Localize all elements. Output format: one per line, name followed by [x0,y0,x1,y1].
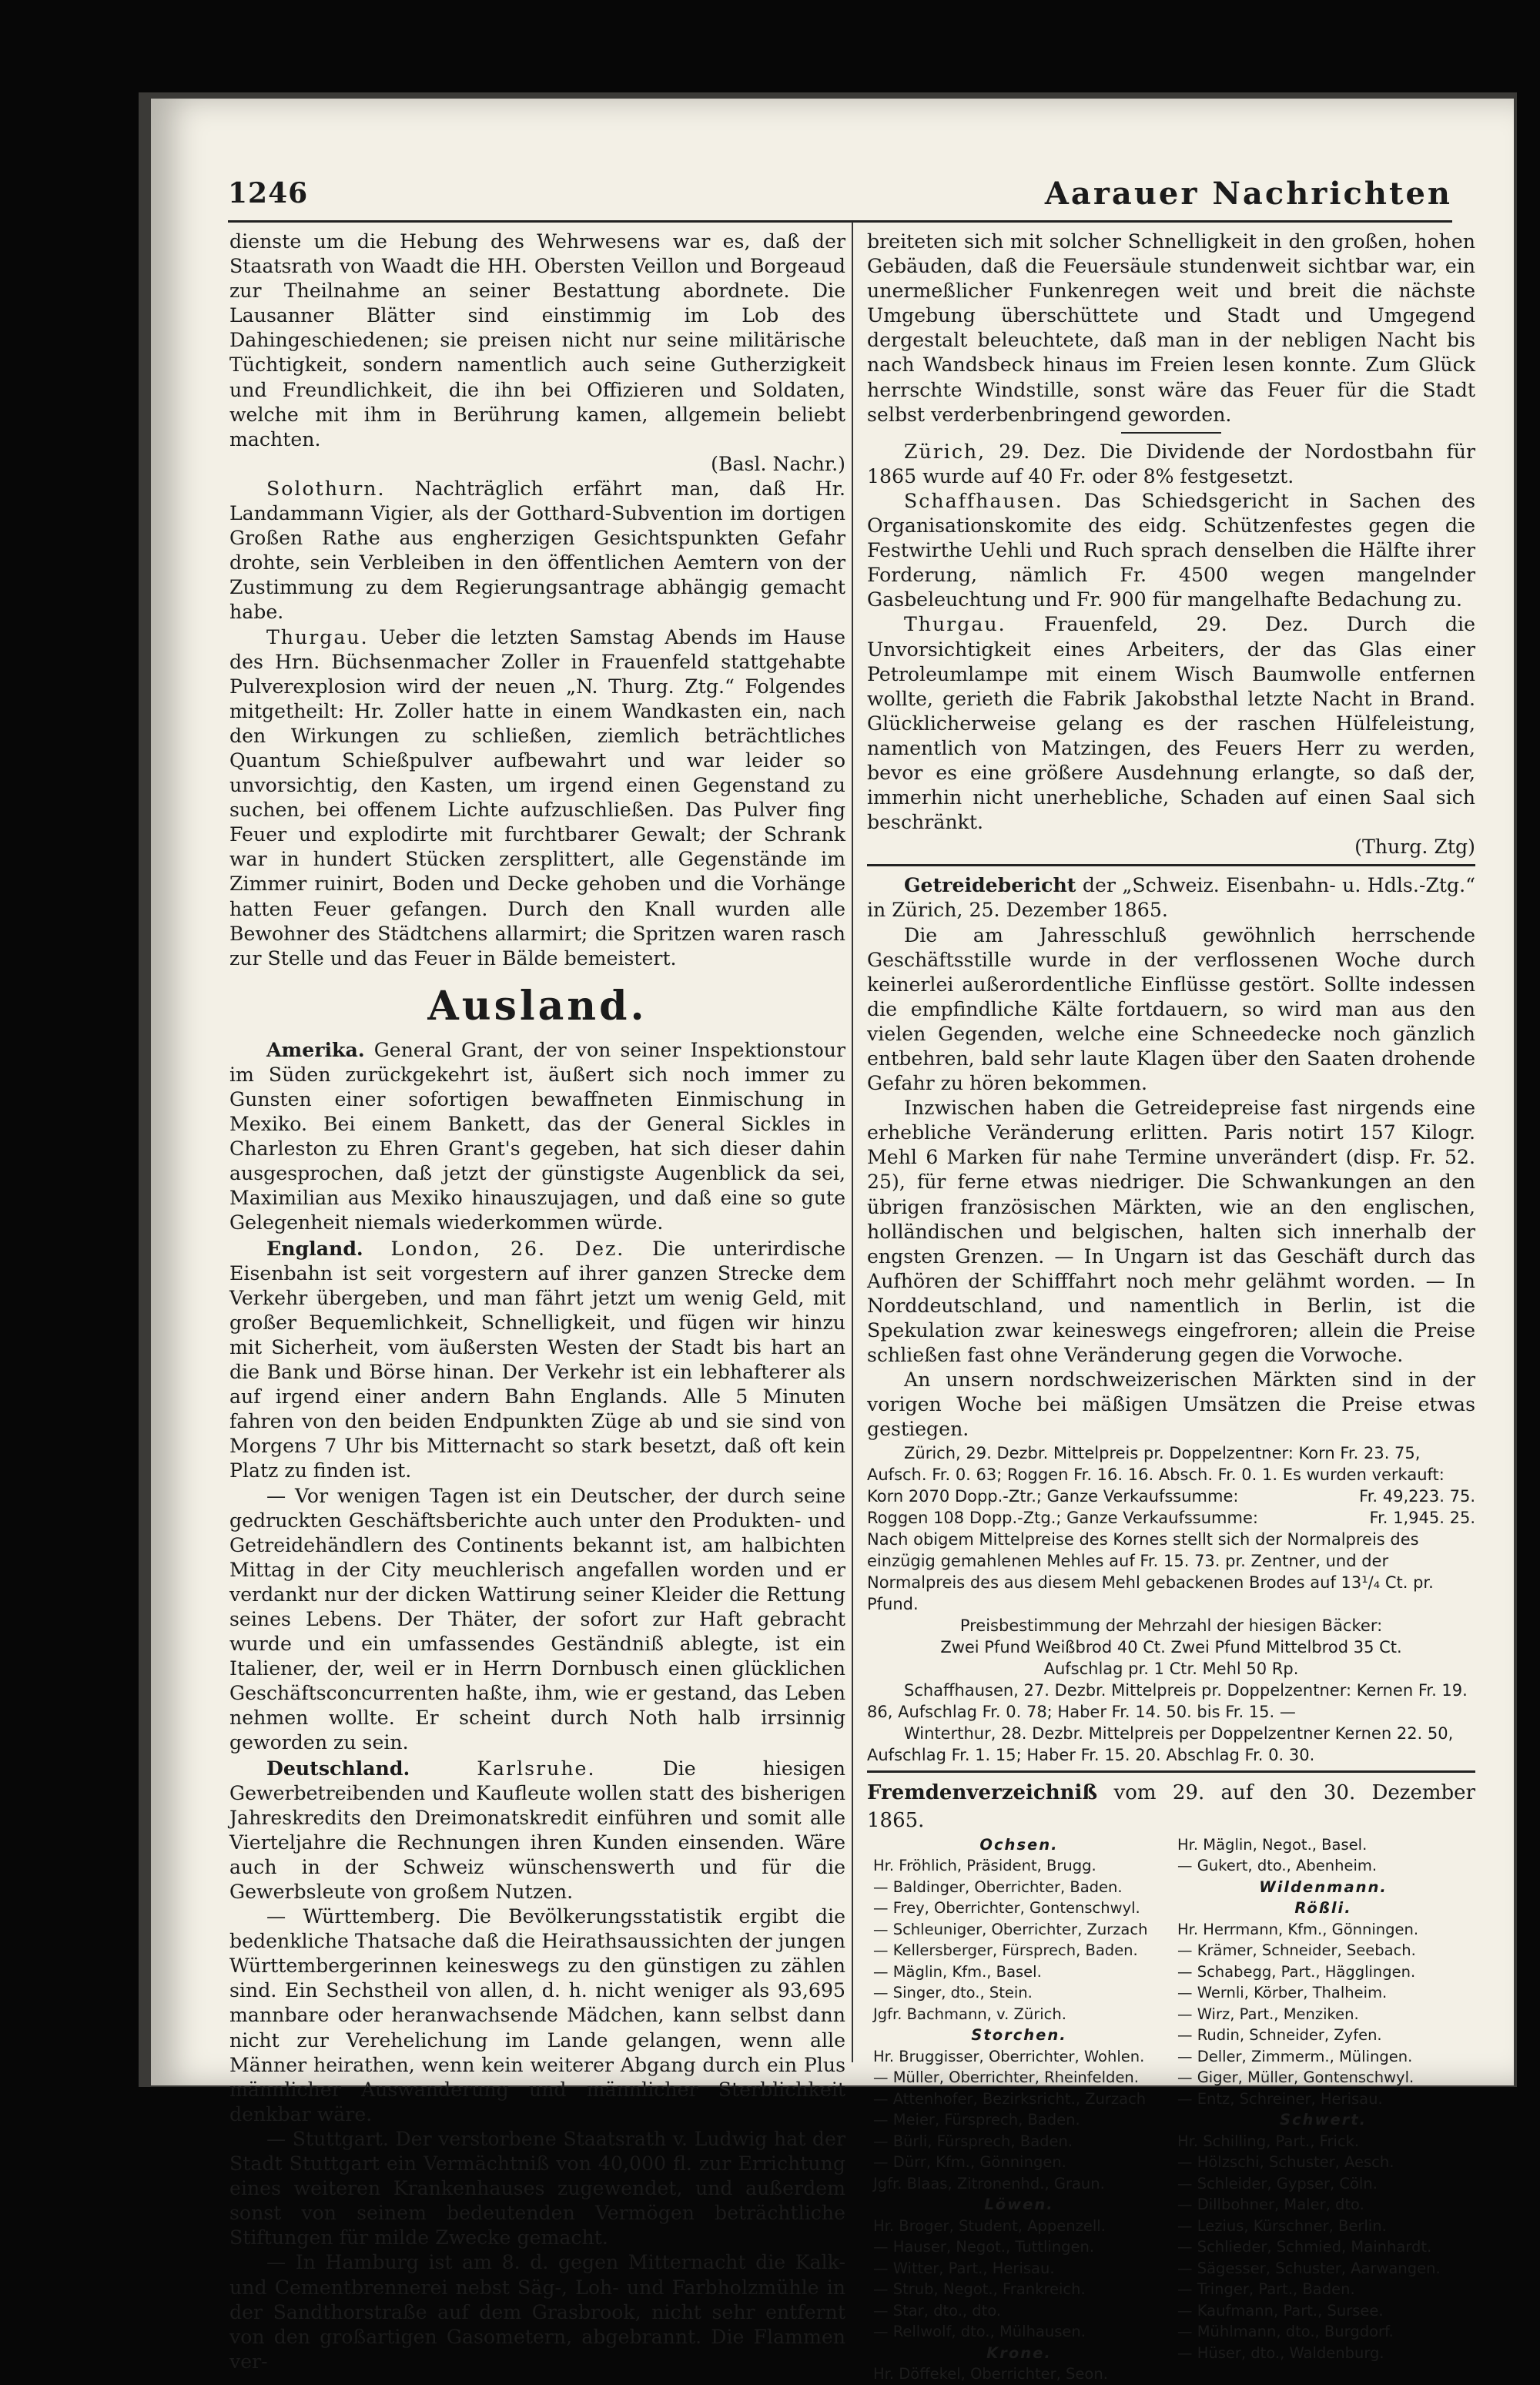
hotel-name: Rößli. [1294,1899,1352,1917]
article-hamburg-continued: breiteten sich mit solcher Schnelligkeit in den großen, hohen Gebäuden, daß die Feuersäule stundenweit sichtbar war, ein unermeßlicher Funkenregen weit und breit die nächste Umgebung überschüttete und Stadt und Umgegend dergestalt beleuchtete, daß man in der nebligen Nacht bis nach Wandsbeck hinaus im Freien lesen konnte. Zum Glück herrschte Windstille, sonst wäre das Feuer für die Stadt selbst verderbenbringend geworden. [867,230,1475,426]
guest-entry: — Krämer, Schneider, Seebach. [1177,1941,1416,1959]
fremdenverzeichnis-title: Fremdenverzeichniß [867,1780,1098,1804]
guest-entry: — Dillbohner, Maler, dto. [1177,2196,1364,2213]
guest-entry: — Kellersberger, Fürsprech, Baden. [873,1941,1138,1959]
article-england-attack: — Vor wenigen Tagen ist ein Deutscher, der durch seine gedruckten Geschäftsberichte auch unter den Produkten- und Getreidehändlern des Continents bekannt ist, am halbichten Mittag in der City meuchlerisch angefallen worden und er verdankt nur der dicken Wattirung seiner Kleider die Rettung seines Lebens. Der Thäter, der sofort zur Haft gebracht wurde und ein umfassendes Geständniß ablegte, ist ein Italiener, der, weil er in Herrn Dornbusch einen glücklichen Geschäftsconcurrenten haßte, ihm, wie er gestand, das Leben nehmen wollte. Er scheint durch Noth halb irrsinnig geworden zu sein. [229,1484,845,1754]
guest-entry: — Hauser, Negot., Tuttlingen. [873,2238,1095,2256]
guest-entry: — Sägesser, Schuster, Aarwangen. [1177,2259,1441,2277]
baecker-line-2: Aufschlag pr. 1 Ctr. Mehl 50 Rp. [1043,1659,1299,1678]
guest-entry: Hr. Bruggisser, Oberrichter, Wohlen. [873,2047,1145,2065]
guest-entry: Hr. Broger, Student, Appenzell. [873,2216,1106,2235]
article-deutschland: Deutschland. Karlsruhe. Die hiesigen Gewerbetreibenden und Kaufleute wollen statt des bisherigen Jahreskredits den Dreimonatskredit einführen und somit alle Vierteljahre die Rechnungen ihren Kunden einsenden. Wäre auch in der Schweiz wünschenswerth und für die Gewerbsleute von großem Nutzen. [229,1756,846,1903]
country-amerika: Amerika. [266,1037,365,1061]
article-wuerttemberg: — Württemberg. Die Bevölkerungsstatistik ergibt die bedenkliche Thatsache daß die Heirathsaussichten der jungen Württembergerinnen keineswegs zu den günstigen zu zählen sind. Ein Sechstheil von allen, d. h. nicht weniger als 93,695 mannbare oder heranwachsende Mädchen, kann selbst dann nicht zur Verehelichung im Lande gelangen, wenn alle Männer heirathen, wenn kein weiterer Abgang durch ein Plus männlicher Auswanderung und männlicher Sterblichkeit denkbar wäre. [229,1905,845,2125]
article-stuttgart: — Stuttgart. Der verstorbene Staatsrath v. Ludwig hat der Stadt Stuttgart ein Vermächtniß von 40,000 fl. zur Errichtung eines weiteren Krankenhauses zugewendet, und außerdem sonst von seinem bedeutenden Vermögen beträchtliche Stiftungen für milde Zwecke gemacht. [229,2127,845,2249]
guest-entry: — Mühlmann, dto., Burgdorf. [1177,2323,1394,2340]
dateline-solothurn: Solothurn. [266,477,386,500]
dateline-schaffhausen: Schaffhausen. [904,489,1063,512]
guest-entry: — Baldinger, Oberrichter, Baden. [873,1878,1123,1896]
separator-rule-fremden [867,1770,1475,1773]
country-england: England. [266,1236,363,1260]
guest-entry: Jgfr. Blaas, Zitronenhd., Graun. [873,2174,1105,2192]
guest-entry: — Tringer, Part., Baden. [1177,2280,1355,2298]
guest-entry: Hr. Döffekel, Oberrichter, Seon. [873,2365,1108,2383]
guest-entry: Hr. Schilling, Part., Frick. [1177,2132,1360,2150]
guest-entry: — Bürli, Fürsprech, Baden. [873,2132,1073,2150]
separator-rule [1121,432,1221,434]
guest-entry: — Müller, Oberrichter, Rheinfelden. [873,2068,1139,2086]
newspaper-page [151,99,1514,2383]
source-basl-nachr: (Basl. Nachr.) [711,452,845,475]
left-column [229,229,846,2373]
hotel-name: Krone. [986,2343,1052,2362]
guest-entry: — Giger, Müller, Gontenschwyl. [1177,2068,1414,2086]
guest-entry: — Schlieder, Schmied, Mainhardt. [1177,2238,1432,2256]
guest-entry: — Attenhofer, Bezirksricht., Zurzach [873,2089,1147,2108]
guest-entry: — Meier, Fürsprech, Baden. [873,2111,1080,2129]
guest-entry: — Gukert, dto., Abenheim. [1177,1857,1378,1874]
guest-entry: — Rudin, Schneider, Zyfen. [1177,2026,1382,2044]
guest-entry: — Witter, Part., Herisau. [873,2259,1055,2277]
guest-list-right [1171,1834,1475,2385]
market-prices [867,1442,1475,1766]
getreidebericht-paragraph-3: An unsern nordschweizerischen Märkten sind in der vorigen Woche bei mäßigen Umsätzen die Preise etwas gestiegen. [867,1368,1475,1441]
dateline-thurgau: Thurgau. [266,625,369,648]
article-zurich-dividend: Zürich, 29. Dez. Die Dividende der Nordostbahn für 1865 wurde auf 40 Fr. oder 8% festgesetzt. [867,440,1475,487]
guest-entry: — Frey, Oberrichter, Gontenschwyl. [873,1899,1140,1917]
hotel-name: Storchen. [971,2026,1067,2044]
getreidebericht-title: Getreidebericht [904,873,1076,897]
market-zurich: Zürich, 29. Dezbr. Mittelpreis pr. Doppelzentner: Korn Fr. 23. 75, Aufsch. Fr. 0. 63; Roggen Fr. 16. 16. Absch. Fr. 0. 1. Es wurden verkauft: [867,1443,1445,1484]
fremdenverzeichnis-heading: Fremdenverzeichniß vom 29. auf den 30. Dezember 1865. [867,1780,1476,1832]
dateline-zurich: Zürich, [904,440,986,463]
section-heading-ausland: Ausland. [427,982,648,1030]
guest-entry: — Wirz, Part., Menziken. [1177,2005,1359,2023]
getreidebericht-paragraph-1: Die am Jahresschluß gewöhnlich herrschende Geschäftsstille wurde in der verflossenen Woche durch keinerlei außerordentliche Einflüsse gestört. Sollte indessen die empfindliche Kälte fortdauern, so wird man aus den vielen Gegenden, welche eine Schneedecke noch gänzlich entbehren, bald sehr laute Klagen über den Saaten drohende Gefahr zu hören bekommen. [867,923,1475,1095]
guest-entry: — Strub, Negot., Frankreich. [873,2280,1086,2298]
guest-entry: — Lezius, Kürschner, Berlin. [1177,2216,1387,2235]
guest-entry: — Schleider, Gypser, Cöln. [1177,2174,1378,2192]
hotel-name: Löwen. [984,2196,1054,2213]
country-deutschland: Deutschland. [266,1756,410,1780]
market-normalpreis: Nach obigem Mittelpreise des Kornes stellt sich der Normalpreis des einzügig gemahlenen Mehles auf Fr. 15. 73. pr. Zentner, und der Normalpreis des aus diesem Mehl gebackenen Brodes auf 13¹/₄ Ct. pr. Pfund. [867,1529,1434,1613]
header-rule [228,220,1452,223]
guest-entry: — Entz, Schreiner, Herisau. [1177,2089,1383,2108]
article-waadt: dienste um die Hebung des Wehrwesens war es, daß der Staatsrath von Waadt die HH. Obersten Veillon und Borgeaud zur Theilnahme an seiner Bestattung abordnete. Die Lausanner Blätter sind einstimmig im Lob des Dahingeschiedenen; sie preisen nicht nur seine militärische Tüchtigkeit, sondern namentlich auch seine Gutherzigkeit und Freundlichkeit, die ihn bei Offizieren und Soldaten, welche mit ihm in Berührung kamen, allgemein beliebt machten. (Basl. Nachr.) [229,229,845,477]
market-row-korn: Korn 2070 Dopp.-Ztr.; Ganze Verkaufssumme: Fr. 49,223. 75. [867,1486,1475,1506]
guest-entry: Hr. Fröhlich, Präsident, Brugg. [873,1857,1096,1874]
page-number: 1246 [228,177,309,209]
guest-entry: — Kaufmann, Part., Sursee. [1177,2301,1384,2320]
page-header [228,176,1452,222]
hotel-name: Wildenmann. [1259,1878,1388,1896]
guest-entry: — Star, dto., dto. [873,2301,1002,2320]
article-amerika: Amerika. General Grant, der von seiner Inspektionstour im Süden zurückgekehrt ist, äußert sich noch immer zu Gunsten einer sofortigen bewaffneten Einmischung in Mexiko. Bei einem Bankett, das der General Sickles in Charleston zu Ehren Grant's gegeben, hat sich dieser dahin ausgesprochen, daß jetzt der günstigste Augenblick da sei, Maximilian aus Mexiko hinauszujagen, und daß eine so gute Gelegenheit niemals wiederkommen würde. [229,1037,845,1234]
guest-entry: — Hölzschi, Schuster, Aesch. [1177,2153,1394,2171]
right-column [867,229,1476,2383]
guest-list-left [867,1834,1171,2385]
guest-entry: — Schleuniger, Oberrichter, Zurzach [873,1920,1148,1938]
guest-entry: — Schabegg, Part., Hägglingen. [1177,1962,1416,1981]
guest-entry: — Singer, dto., Stein. [873,1984,1033,2001]
hotel-name: Ochsen. [979,1835,1059,1854]
guest-entry: Hr. Herrmann, Kfm., Gönningen. [1177,1920,1419,1938]
baecker-title: Preisbestimmung der Mehrzahl der hiesigen Bäcker: [959,1616,1383,1635]
article-thurgau-explosion: Thurgau. Ueber die letzten Samstag Abends im Hause des Hrn. Büchsenmacher Zoller in Frauenfeld stattgehabte Pulverexplosion wird der neuen „N. Thurg. Ztg.“ Folgendes mitgetheilt: Hr. Zoller hatte in einem Wandkasten ein, nach den Wirkungen zu schließen, ziemlich beträchtliches Quantum Schießpulver aufbewahrt und war leider so unvorsichtig, den Kasten, um irgend einen Gegenstand zu suchen, bei offenem Lichte aufzuschließen. Das Pulver fing Feuer und explodirte mit furchtbarer Gewalt; der Schrank war in hundert Stücken zersplittert, alle Gegenstände im Zimmer ruinirt, Boden und Decke gehoben und die Vorhänge hatten Feuer gefangen. Durch den Knall wurden alle Bewohner des Städtchens allarmirt; die Spritzen waren rasch zur Stelle und das Feuer in Bälde bemeistert. [229,625,845,970]
guest-entry: — Dürr, Kfm., Gönningen. [873,2153,1066,2171]
article-thurgau-fire: Thurgau. Frauenfeld, 29. Dez. Durch die Unvorsichtigkeit eines Arbeiters, der das Glas einer Petroleumlampe mit einem Wisch Baumwolle entfernen wollte, gerieth die Fabrik Jakobsthal letzte Nacht in Brand. Glücklicherweise gelang es der raschen Hülfeleistung, namentlich von Matzingen, des Feuers Herr zu werden, bevor es eine größere Ausdehnung erlangte, so daß der, immerhin nicht unerhebliche, Schaden auf einen Saal sich beschränkt. (Thurg. Ztg) [867,612,1475,859]
article-schaffhausen: Schaffhausen. Das Schiedsgericht in Sachen des Organisationskomite des eidg. Schützenfestes gegen die Festwirthe Uehli und Ruch sprach denselben die Hälfte ihrer Forderung, nämlich Fr. 4500 wegen mangelnder Gasbeleuchtung und Fr. 900 für mangelhafte Bedachung zu. [867,489,1475,611]
hotel-name: Schwert. [1279,2111,1368,2129]
article-hamburg: — In Hamburg ist am 8. d. gegen Mitternacht die Kalk- und Cementbrennerei nebst Säg-, Loh- und Farbholzmühle in der Sandthorstraße auf dem Grasbrook, nicht sehr entfernt von den großartigen Gasometern, abgebrannt. Die Flammen ver- [229,2251,845,2373]
guest-entry: — Deller, Zimmerm., Mülingen. [1177,2047,1413,2065]
dateline-london: London, 26. Dez. [390,1237,625,1260]
guest-entry: — Mäglin, Kfm., Basel. [873,1962,1042,1981]
guest-entry: — Rellwolf, dto., Mülhausen. [873,2323,1086,2340]
getreidebericht-paragraph-2: Inzwischen haben die Getreidepreise fast nirgends eine erhebliche Veränderung erlitten. Paris notirt 157 Kilogr. Mehl 6 Marken für nahe Termine unverändert (disp. Fr. 52. 25), für ferne etwas niedriger. Die Schwankungen an den übrigen französischen Märkten, wie an den englischen, holländischen und belgischen, halten sich innerhalb der engsten Grenzen. — In Ungarn ist das Geschäft durch das Aufhören der Schifffahrt noch mehr gelähmt worden. — In Norddeutschland, und namentlich in Berlin, ist die Spekulation zwar keineswegs eingefroren; allein die Preise schließen fast ohne Veränderung gegen die Vorwoche. [867,1097,1475,1367]
guest-entry: Jgfr. Bachmann, v. Zürich. [873,2005,1066,2023]
article-solothurn: Solothurn. Nachträglich erfährt man, daß Hr. Landammann Vigier, als der Gotthard-Subvention im dortigen Großen Rathe aus engherzigen Gesichtspunkten Gefahr drohte, sein Verbleiben in den öffentlichen Aemtern von der Zustimmung zu dem Regierungsantrage abhängig gemacht habe. [229,477,845,624]
source-thurg-ztg: (Thurg. Ztg) [1354,836,1475,859]
guest-entry: — Hüser, dto., Waldenburg. [1177,2343,1384,2362]
separator-rule-getreide [867,864,1475,866]
market-schaffhausen: Schaffhausen, 27. Dezbr. Mittelpreis pr. Doppelzentner: Kernen Fr. 19. 86, Aufschlag Fr. 0. 78; Haber Fr. 14. 50. bis Fr. 15. — [867,1680,1468,1721]
article-england: England. London, 26. Dez. Die unterirdische Eisenbahn ist seit vorgestern auf ihrer ganzen Strecke dem Verkehr übergeben, und man fährt jetzt um wenig Geld, mit großer Bequemlichkeit, Schnelligkeit, und fügen wir hinzu mit Sicherheit, vom äußersten Westen der Stadt bis hart an die Bank und Börse hinan. Der Verkehr ist ein lebhafterer als auf irgend einer andern Bahn Englands. Alle 5 Minuten fahren von den beiden Endpunkten Züge ab und sie sind von Morgens 7 Uhr bis Mitternacht so stark besetzt, daß oft kein Platz zu finden ist. [229,1236,845,1482]
market-row-roggen: Roggen 108 Dopp.-Ztg.; Ganze Verkaufssumme: Fr. 1,945. 25. [867,1508,1475,1527]
guest-entry: — Wernli, Körber, Thalheim. [1177,1984,1388,2001]
dateline-thurgau-fire: Thurgau. [904,613,1006,636]
guest-entry: Hr. Mäglin, Negot., Basel. [1177,1835,1368,1854]
market-winterthur: Winterthur, 28. Dezbr. Mittelpreis per Doppelzentner Kernen 22. 50, Aufschlag Fr. 1. 15; Haber Fr. 15. 20. Abschlag Fr. 0. 30. [867,1723,1454,1764]
column-divider [852,222,853,2062]
newspaper-title: Aarauer Nachrichten [1044,176,1452,212]
dateline-karlsruhe: Karlsruhe. [477,1757,596,1780]
getreidebericht-intro: Getreidebericht der „Schweiz. Eisenbahn- u. Hdls.-Ztg.“ in Zürich, 25. Dezember 1865. [867,873,1475,922]
baecker-line-1: Zwei Pfund Weißbrod 40 Ct. Zwei Pfund Mittelbrod 35 Ct. [940,1637,1402,1656]
guest-list [867,1834,1475,2385]
